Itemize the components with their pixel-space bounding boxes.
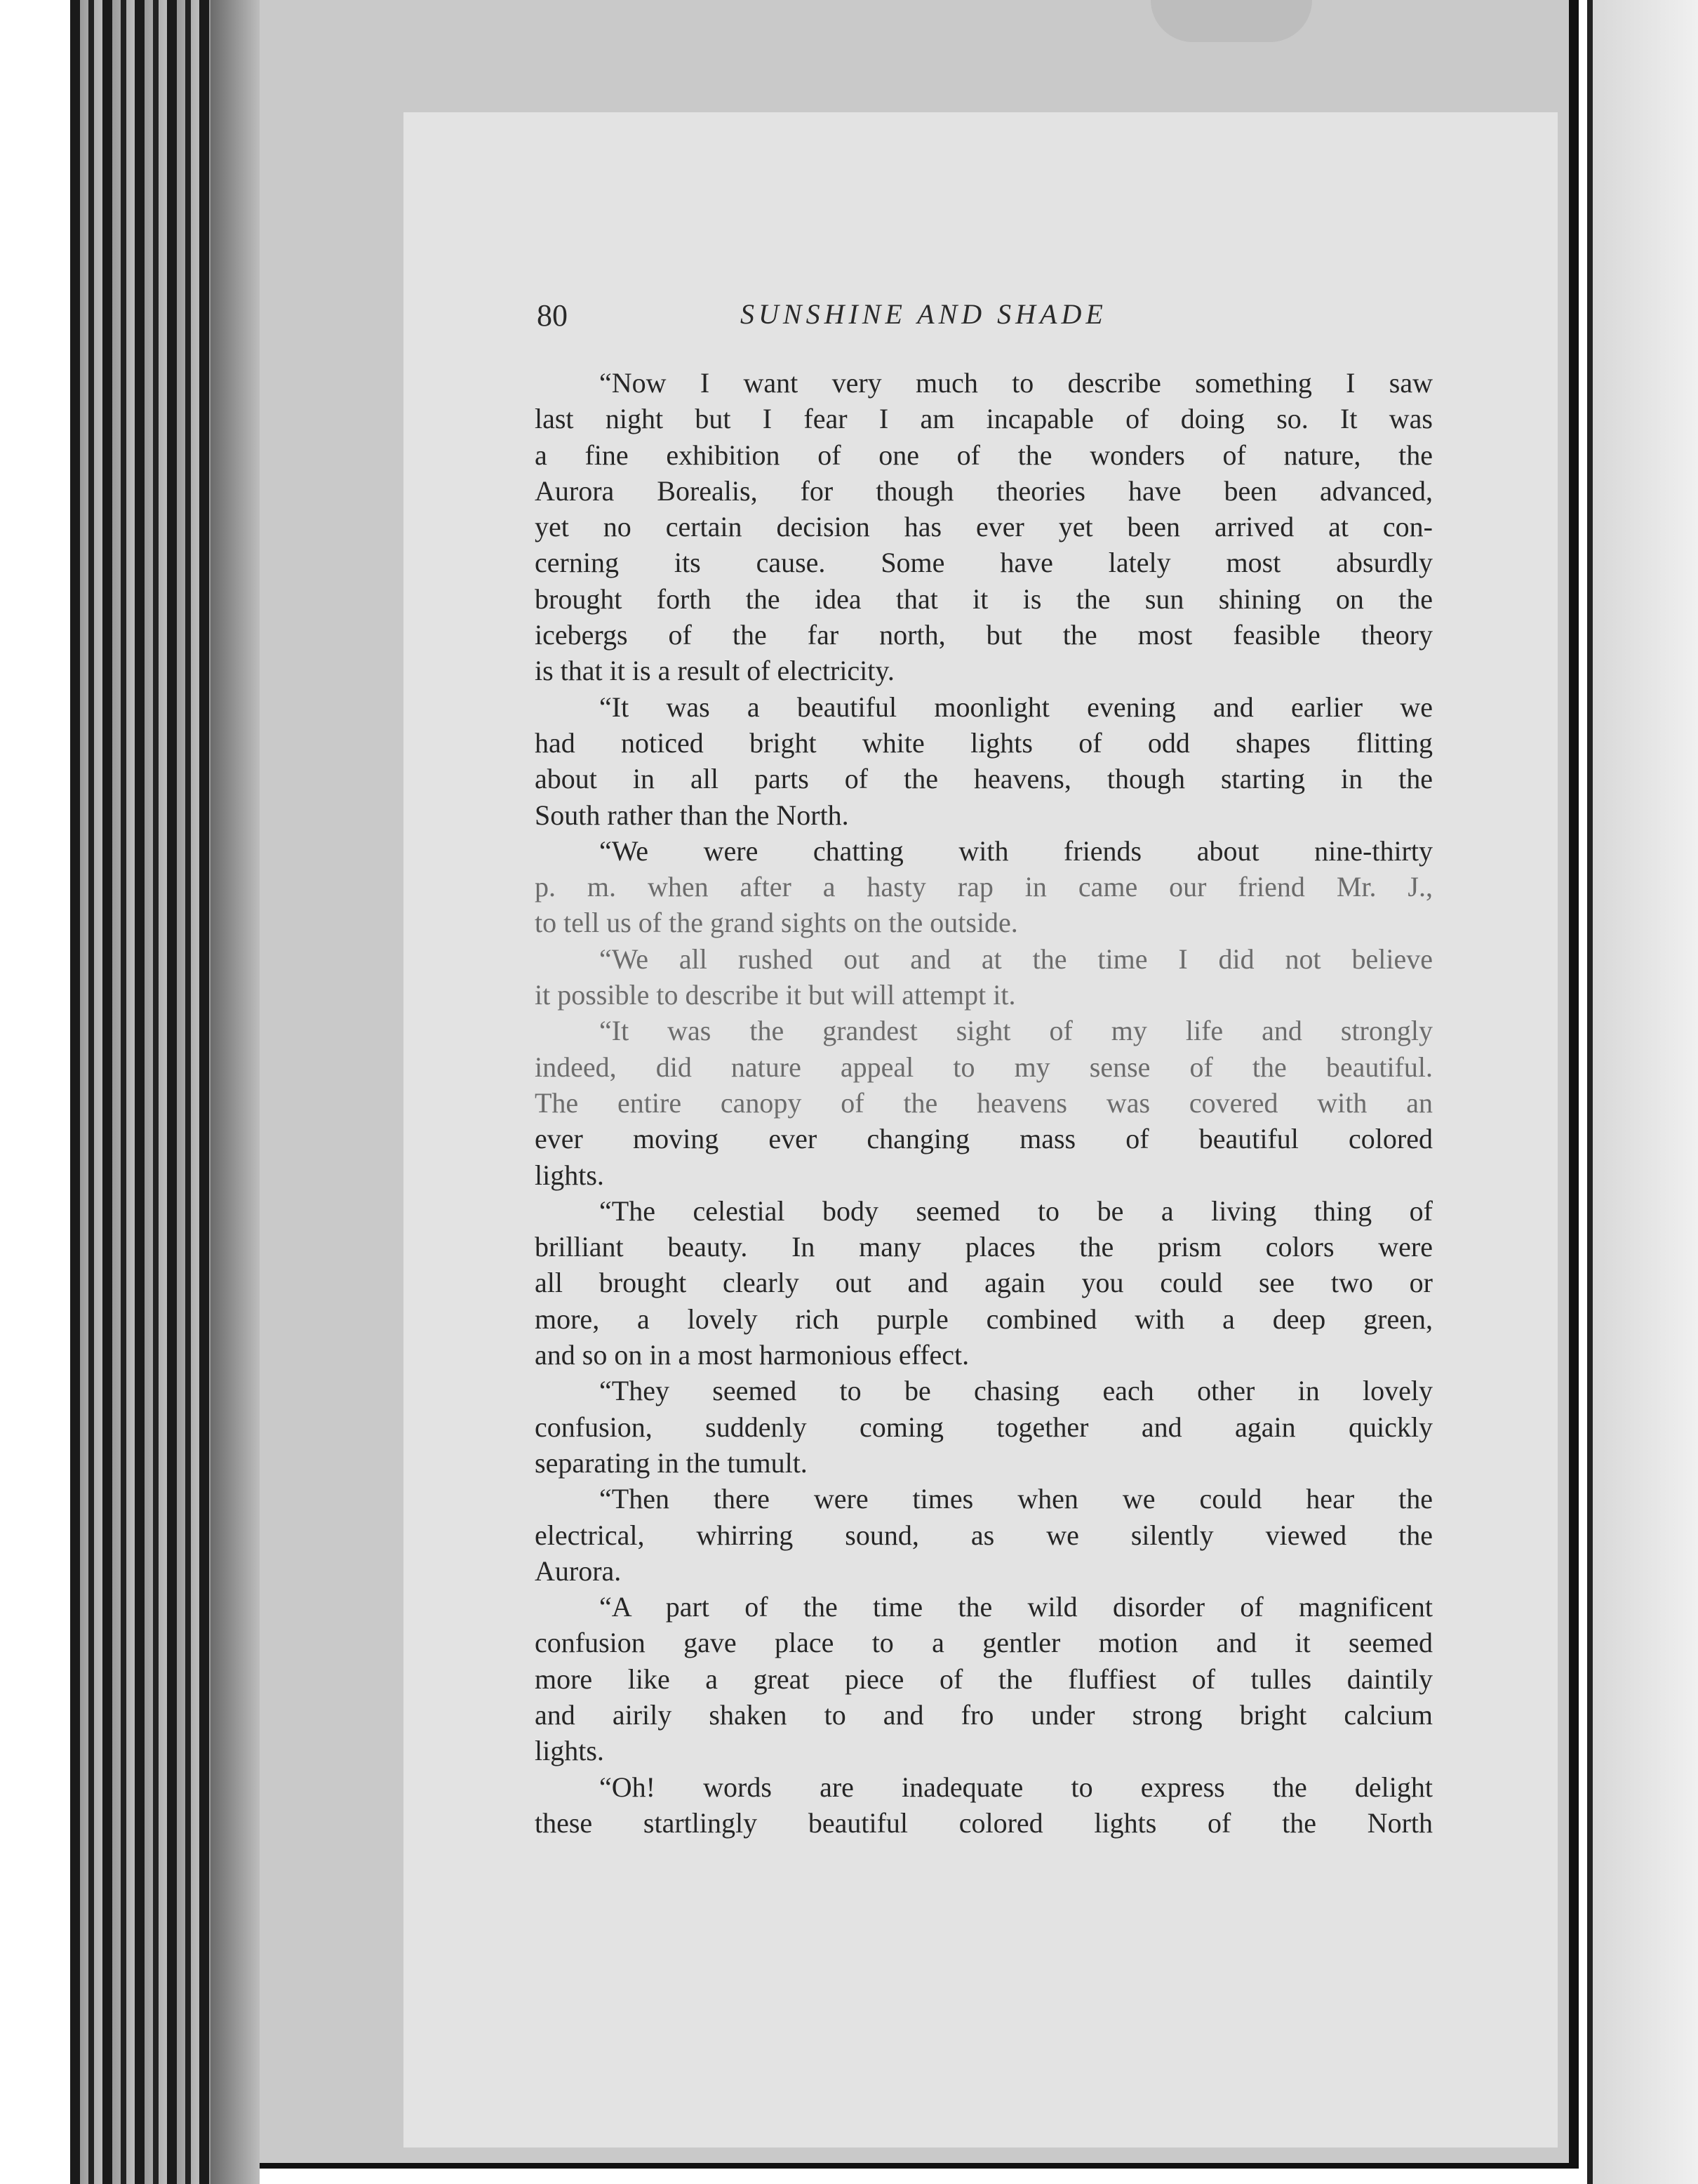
page-number: 80: [537, 298, 568, 333]
text-line: lights.: [535, 1159, 604, 1191]
page-header: [537, 298, 1238, 340]
text-line: Aurora Borealis, for though theories have been advanced,: [535, 474, 1433, 507]
text-line: it possible to describe it but will attempt it.: [535, 979, 1016, 1011]
text-line: and so on in a most harmonious effect.: [535, 1339, 970, 1371]
text-line: confusion, suddenly coming together and again quickly: [535, 1411, 1433, 1443]
text-line: separating in the tumult.: [535, 1446, 808, 1479]
text-line: icebergs of the far north, but the most feasible theory: [535, 619, 1433, 651]
text-line: brought forth the idea that it is the sun shining on the: [535, 582, 1433, 615]
text-line: all brought clearly out and again you could see two or: [535, 1267, 1433, 1299]
text-line: these startlingly beautiful colored lights of the North: [535, 1806, 1433, 1839]
text-line: brilliant beauty. In many places the prism colors were: [535, 1231, 1433, 1263]
text-line: “We all rushed out and at the time I did not believe: [599, 943, 1433, 975]
text-line: a fine exhibition of one of the wonders of nature, the: [535, 439, 1433, 471]
page-edge-shadow: [210, 0, 260, 2184]
scan-blot: [1151, 0, 1312, 42]
text-line: yet no certain decision has ever yet been arrived at con-: [535, 511, 1433, 543]
text-line: p. m. when after a hasty rap in came our friend Mr. J.,: [535, 871, 1433, 903]
text-line: to tell us of the grand sights on the outside.: [535, 907, 1018, 939]
text-line: lights.: [535, 1735, 604, 1767]
text-line: electrical, whirring sound, as we silently viewed the: [535, 1519, 1433, 1551]
text-line: “Oh! words are inadequate to express the delight: [599, 1771, 1433, 1803]
text-line: South rather than the North.: [535, 799, 849, 831]
facing-page-edge: [1587, 0, 1698, 2184]
text-line: “It was a beautiful moonlight evening and earlier we: [599, 691, 1433, 723]
text-line: “Then there were times when we could hear the: [599, 1483, 1433, 1515]
text-line: indeed, did nature appeal to my sense of the beautiful.: [535, 1051, 1433, 1083]
text-line: “We were chatting with friends about nine-thirty: [599, 834, 1433, 867]
text-line: is that it is a result of electricity.: [535, 655, 895, 687]
text-line: about in all parts of the heavens, though starting in the: [535, 763, 1433, 795]
text-line: “They seemed to be chasing each other in lovely: [599, 1375, 1433, 1407]
text-line: “A part of the time the wild disorder of magnificent: [599, 1591, 1433, 1623]
text-line: last night but I fear I am incapable of doing so. It was: [535, 403, 1433, 435]
text-line: Aurora.: [535, 1554, 622, 1587]
text-line: “The celestial body seemed to be a living thing of: [599, 1194, 1433, 1227]
text-line: “It was the grandest sight of my life and strongly: [599, 1015, 1433, 1047]
text-line: more like a great piece of the fluffiest of tulles daintily: [535, 1663, 1433, 1695]
running-head: SUNSHINE AND SHADE: [740, 298, 1107, 330]
text-line: ever moving ever changing mass of beautiful colored: [535, 1123, 1433, 1155]
text-line: and airily shaken to and fro under strong bright calcium: [535, 1698, 1433, 1731]
text-line: confusion gave place to a gentler motion and it seemed: [535, 1627, 1433, 1659]
text-line: cerning its cause. Some have lately most absurdly: [535, 547, 1433, 579]
text-line: The entire canopy of the heavens was covered with an: [535, 1086, 1433, 1119]
page-body-text: [535, 365, 1433, 1841]
text-line: more, a lovely rich purple combined with a deep green,: [535, 1303, 1433, 1335]
text-line: “Now I want very much to describe something I saw: [599, 367, 1433, 399]
text-line: had noticed bright white lights of odd shapes flitting: [535, 726, 1433, 759]
